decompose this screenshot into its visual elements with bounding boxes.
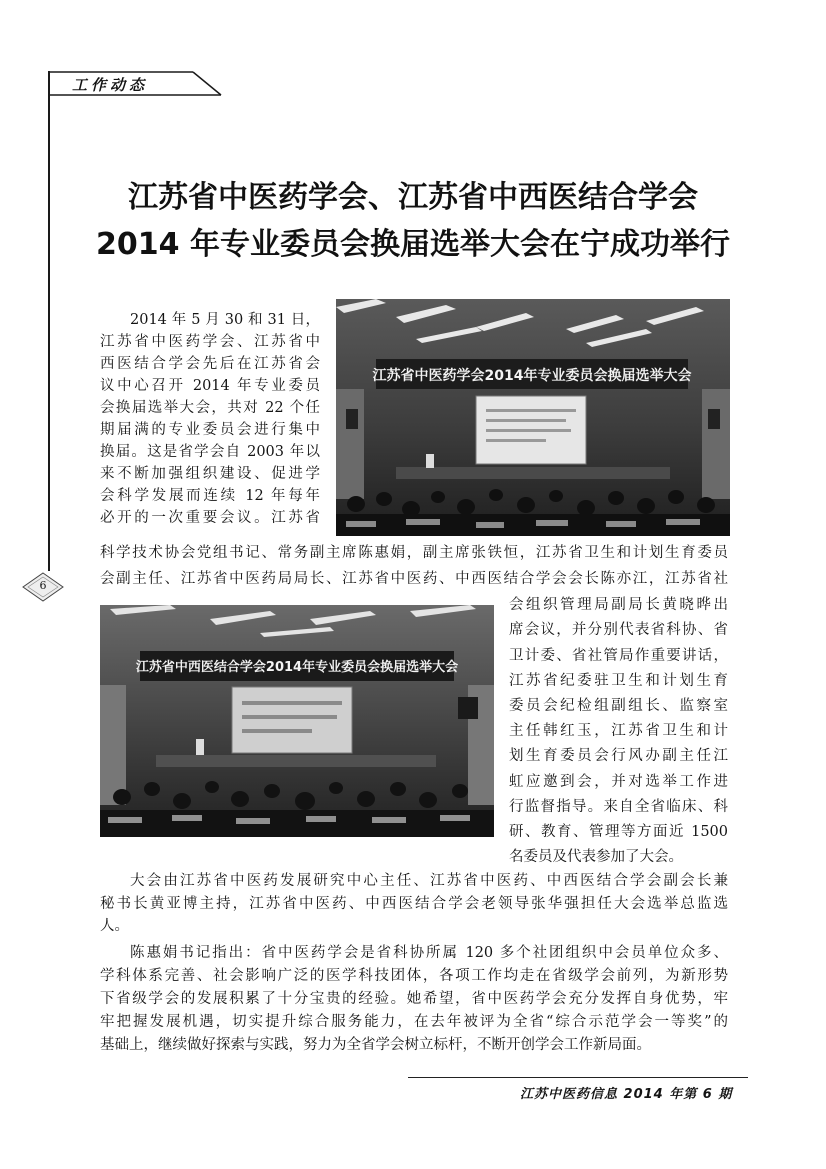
body-line: 会组织管理局副局长黄晓晔出 (509, 597, 728, 613)
body-line: 划生育委员会行风办副主任江 (509, 748, 728, 764)
body-line: 江苏省中医药学会、江苏省中 (100, 334, 320, 350)
body-line: 议中心召开 2014 年专业委员 (100, 378, 320, 394)
body-line: 2014 年 5 月 30 和 31 日， (130, 312, 320, 328)
page-number: 6 (39, 579, 47, 592)
body-line: 名委员及代表参加了大会。 (509, 849, 683, 865)
meeting-photo-1 (336, 299, 730, 536)
body-line: 牢把握发展机遇，切实提升综合服务能力，在去年被评为全省“综合示范学会一等奖”的 (100, 1014, 728, 1030)
body-line: 必开的一次重要会议。江苏省 (100, 510, 320, 526)
body-line: 研、教育、管理等方面近 1500 (509, 824, 728, 840)
body-line: 换届。这是省学会自 2003 年以 (100, 444, 320, 460)
body-line: 会科学发展而连续 12 年每年 (100, 488, 320, 504)
photo1-banner: 江苏省中医药学会2014年专业委员会换届选举大会 (372, 368, 692, 384)
body-line: 会副主任、江苏省中医药局局长、江苏省中医药、中西医结合学会会长陈亦江，江苏省社 (100, 571, 728, 587)
body-line: 来不断加强组织建设、促进学 (100, 466, 320, 482)
body-line: 科学技术协会党组书记、常务副主席陈惠娟，副主席张铁恒，江苏省卫生和计划生育委员 (100, 545, 728, 561)
body-line: 下省级学会的发展积累了十分宝贵的经验。她希望，省中医药学会充分发挥自身优势，牢 (100, 991, 728, 1007)
body-line: 行监督指导。来自全省临床、科 (509, 799, 728, 815)
body-line: 席会议，并分别代表省科协、省 (509, 622, 728, 638)
body-line: 卫计委、省社管局作重要讲话， (509, 648, 728, 664)
photo2-banner: 江苏省中西医结合学会2014年专业委员会换届选举大会 (135, 660, 459, 675)
meeting-photo-2 (100, 605, 494, 837)
body-line: 基础上，继续做好探索与实践，努力为全省学会树立标杆，不断开创学会工作新局面。 (100, 1037, 651, 1053)
body-line: 江苏省纪委驻卫生和计划生育 (509, 673, 728, 689)
body-line: 人。 (100, 918, 129, 934)
article-title-line-1: 江苏省中医药学会、江苏省中西医结合学会 (128, 180, 698, 215)
body-line: 陈惠娟书记指出：省中医药学会是省科协所属 120 多个社团组织中会员单位众多、 (130, 945, 728, 961)
body-line: 秘书长黄亚博主持，江苏省中医药、中西医结合学会老领导张华强担任大会选举总监选 (100, 896, 728, 912)
body-line: 虹应邀到会，并对选举工作进 (509, 774, 728, 790)
body-line: 大会由江苏省中医药发展研究中心主任、江苏省中医药、中西医结合学会副会长兼 (130, 873, 728, 889)
article-title-line-2: 2014 年专业委员会换届选举大会在宁成功举行 (96, 227, 730, 262)
section-label: 工作动态 (72, 76, 149, 94)
journal-footer: 江苏中医药信息 2014 年第 6 期 (520, 1087, 733, 1102)
body-line: 主任韩红玉，江苏省卫生和计 (509, 723, 728, 739)
body-line: 期届满的专业委员会进行集中 (100, 422, 320, 438)
margin-rule (48, 71, 50, 571)
body-line: 西医结合学会先后在江苏省会 (100, 356, 320, 372)
body-line: 会换届选举大会，共对 22 个任 (100, 400, 320, 416)
footer-rule (408, 1077, 748, 1078)
body-line: 委员会纪检组副组长、监察室 (509, 698, 728, 714)
body-line: 学科体系完善、社会影响广泛的医学科技团体，各项工作均走在省级学会前列，为新形势 (100, 968, 728, 984)
